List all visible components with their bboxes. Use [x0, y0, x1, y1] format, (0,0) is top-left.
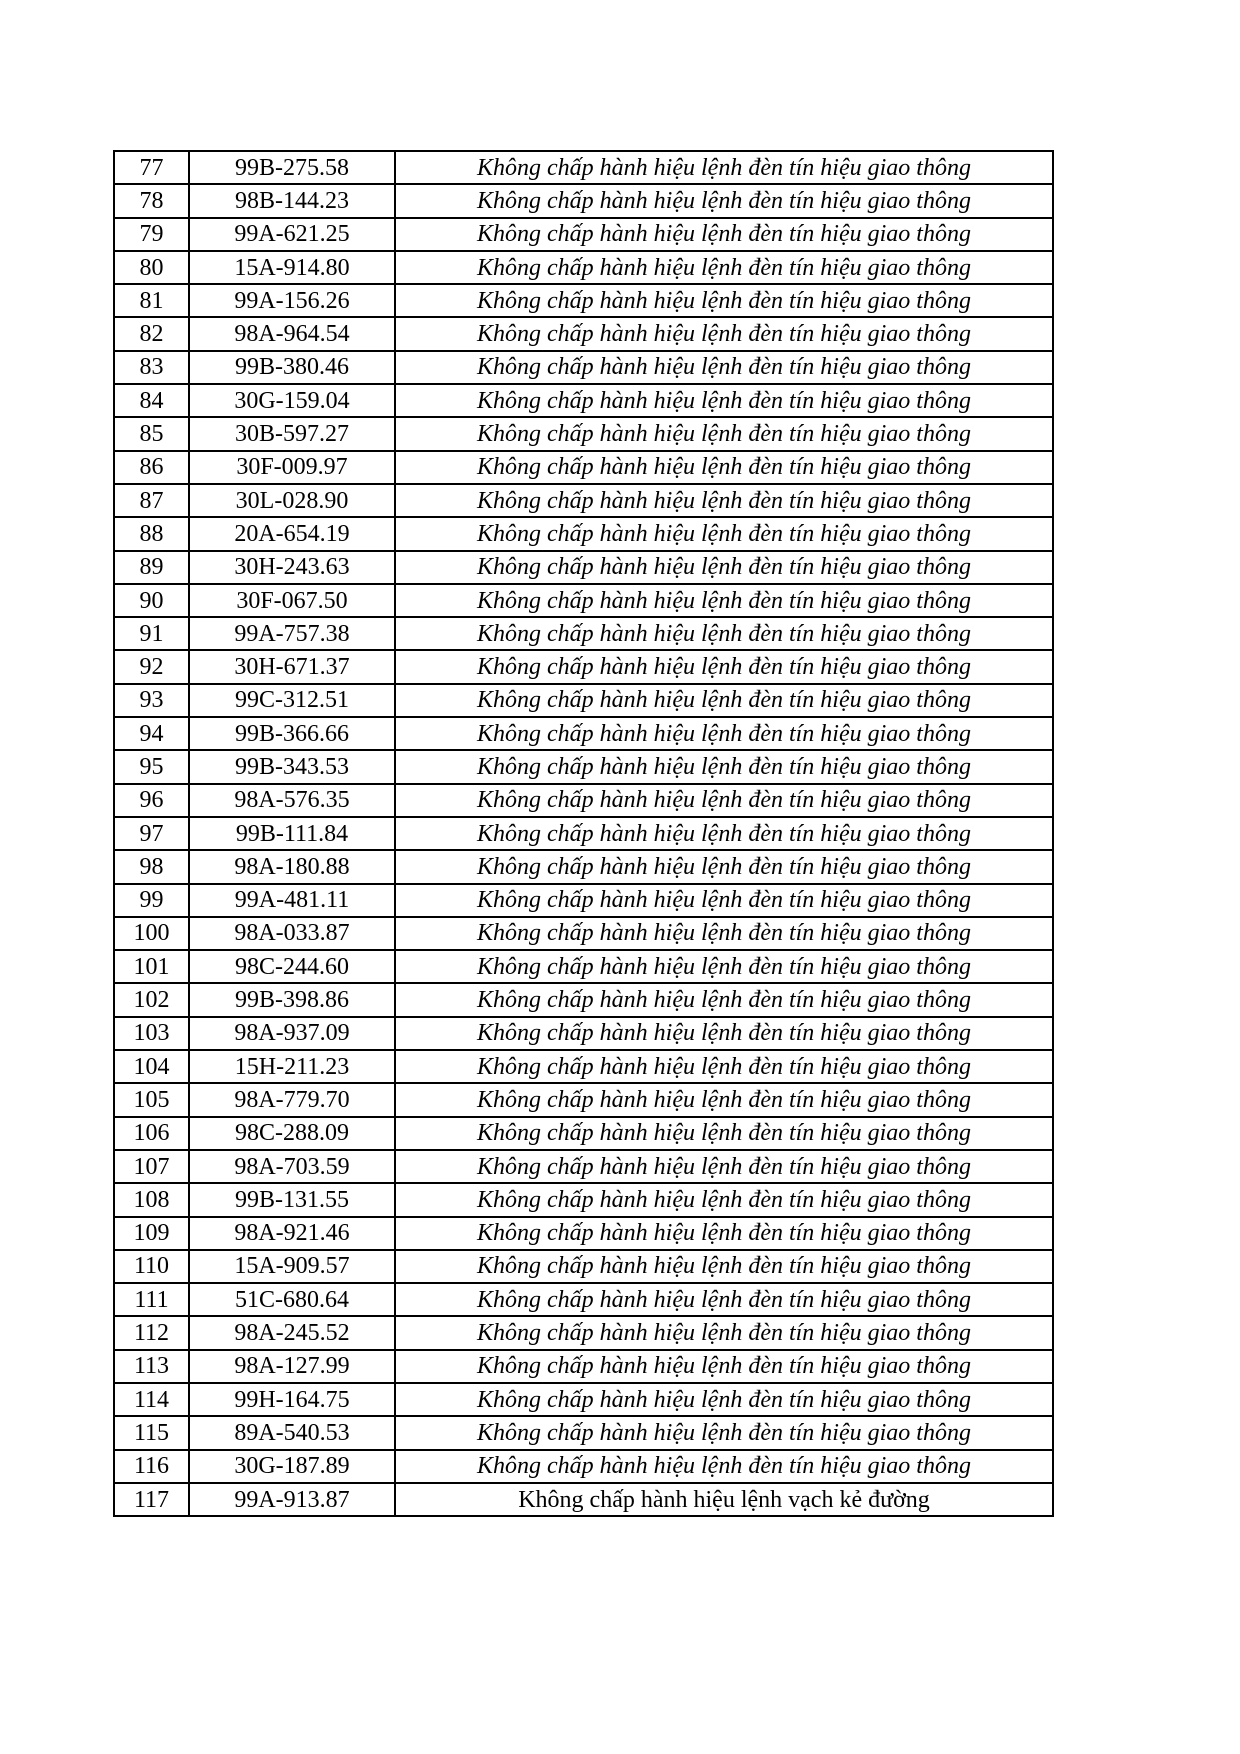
license-plate-cell: 99A-913.87 — [189, 1483, 395, 1516]
license-plate-cell: 98A-703.59 — [189, 1150, 395, 1183]
violation-description-cell: Không chấp hành hiệu lệnh đèn tín hiệu giao thông — [395, 884, 1053, 917]
row-number-cell: 98 — [114, 850, 189, 883]
violation-description-cell: Không chấp hành hiệu lệnh đèn tín hiệu giao thông — [395, 151, 1053, 184]
violation-description-cell: Không chấp hành hiệu lệnh đèn tín hiệu giao thông — [395, 750, 1053, 783]
license-plate-cell: 99B-111.84 — [189, 817, 395, 850]
license-plate-cell: 99A-757.38 — [189, 617, 395, 650]
violations-table — [113, 150, 1054, 1517]
row-number-cell: 111 — [114, 1283, 189, 1316]
table-row — [114, 218, 1053, 251]
violation-description-cell: Không chấp hành hiệu lệnh đèn tín hiệu giao thông — [395, 983, 1053, 1016]
license-plate-cell: 30H-671.37 — [189, 650, 395, 683]
violation-description-cell: Không chấp hành hiệu lệnh đèn tín hiệu giao thông — [395, 1383, 1053, 1416]
table-row — [114, 884, 1053, 917]
row-number-cell: 94 — [114, 717, 189, 750]
row-number-cell: 92 — [114, 650, 189, 683]
row-number-cell: 97 — [114, 817, 189, 850]
row-number-cell: 99 — [114, 884, 189, 917]
license-plate-cell: 98C-244.60 — [189, 950, 395, 983]
row-number-cell: 110 — [114, 1250, 189, 1283]
violation-description-cell: Không chấp hành hiệu lệnh đèn tín hiệu giao thông — [395, 650, 1053, 683]
row-number-cell: 109 — [114, 1217, 189, 1250]
license-plate-cell: 99B-380.46 — [189, 351, 395, 384]
violation-description-cell: Không chấp hành hiệu lệnh đèn tín hiệu giao thông — [395, 1083, 1053, 1116]
license-plate-cell: 98A-245.52 — [189, 1316, 395, 1349]
table-row — [114, 1083, 1053, 1116]
license-plate-cell: 30G-159.04 — [189, 384, 395, 417]
row-number-cell: 113 — [114, 1350, 189, 1383]
license-plate-cell: 98A-937.09 — [189, 1017, 395, 1050]
license-plate-cell: 98A-921.46 — [189, 1217, 395, 1250]
row-number-cell: 80 — [114, 251, 189, 284]
table-row — [114, 750, 1053, 783]
table-row — [114, 1150, 1053, 1183]
violation-description-cell: Không chấp hành hiệu lệnh đèn tín hiệu giao thông — [395, 717, 1053, 750]
license-plate-cell: 99A-156.26 — [189, 284, 395, 317]
license-plate-cell: 99A-621.25 — [189, 218, 395, 251]
violation-description-cell: Không chấp hành hiệu lệnh đèn tín hiệu giao thông — [395, 950, 1053, 983]
table-row — [114, 384, 1053, 417]
row-number-cell: 79 — [114, 218, 189, 251]
table-row — [114, 184, 1053, 217]
row-number-cell: 91 — [114, 617, 189, 650]
table-row — [114, 1117, 1053, 1150]
license-plate-cell: 30F-067.50 — [189, 584, 395, 617]
license-plate-cell: 99B-398.86 — [189, 983, 395, 1016]
license-plate-cell: 15H-211.23 — [189, 1050, 395, 1083]
row-number-cell: 116 — [114, 1450, 189, 1483]
table-row — [114, 284, 1053, 317]
row-number-cell: 103 — [114, 1017, 189, 1050]
table-row — [114, 351, 1053, 384]
violation-description-cell: Không chấp hành hiệu lệnh đèn tín hiệu giao thông — [395, 917, 1053, 950]
row-number-cell: 83 — [114, 351, 189, 384]
row-number-cell: 102 — [114, 983, 189, 1016]
table-row — [114, 617, 1053, 650]
table-row — [114, 1250, 1053, 1283]
violation-description-cell: Không chấp hành hiệu lệnh vạch kẻ đường — [395, 1483, 1053, 1516]
license-plate-cell: 98C-288.09 — [189, 1117, 395, 1150]
row-number-cell: 82 — [114, 317, 189, 350]
row-number-cell: 112 — [114, 1316, 189, 1349]
violation-description-cell: Không chấp hành hiệu lệnh đèn tín hiệu giao thông — [395, 184, 1053, 217]
table-row — [114, 817, 1053, 850]
table-row — [114, 983, 1053, 1016]
table-row — [114, 1316, 1053, 1349]
table-row — [114, 484, 1053, 517]
violation-description-cell: Không chấp hành hiệu lệnh đèn tín hiệu giao thông — [395, 817, 1053, 850]
row-number-cell: 93 — [114, 684, 189, 717]
violation-description-cell: Không chấp hành hiệu lệnh đèn tín hiệu giao thông — [395, 517, 1053, 550]
license-plate-cell: 98A-033.87 — [189, 917, 395, 950]
row-number-cell: 108 — [114, 1183, 189, 1216]
license-plate-cell: 51C-680.64 — [189, 1283, 395, 1316]
table-row — [114, 784, 1053, 817]
table-row — [114, 950, 1053, 983]
row-number-cell: 115 — [114, 1416, 189, 1449]
violation-description-cell: Không chấp hành hiệu lệnh đèn tín hiệu giao thông — [395, 1416, 1053, 1449]
table-row — [114, 1350, 1053, 1383]
row-number-cell: 117 — [114, 1483, 189, 1516]
violation-description-cell: Không chấp hành hiệu lệnh đèn tín hiệu giao thông — [395, 617, 1053, 650]
violation-description-cell: Không chấp hành hiệu lệnh đèn tín hiệu giao thông — [395, 684, 1053, 717]
row-number-cell: 105 — [114, 1083, 189, 1116]
row-number-cell: 87 — [114, 484, 189, 517]
license-plate-cell: 99B-131.55 — [189, 1183, 395, 1216]
license-plate-cell: 99A-481.11 — [189, 884, 395, 917]
license-plate-cell: 99B-343.53 — [189, 750, 395, 783]
violation-description-cell: Không chấp hành hiệu lệnh đèn tín hiệu giao thông — [395, 1050, 1053, 1083]
violation-description-cell: Không chấp hành hiệu lệnh đèn tín hiệu giao thông — [395, 1350, 1053, 1383]
license-plate-cell: 30F-009.97 — [189, 451, 395, 484]
violation-description-cell: Không chấp hành hiệu lệnh đèn tín hiệu giao thông — [395, 417, 1053, 450]
violations-table-body — [114, 151, 1053, 1516]
violation-description-cell: Không chấp hành hiệu lệnh đèn tín hiệu giao thông — [395, 218, 1053, 251]
table-row — [114, 584, 1053, 617]
violation-description-cell: Không chấp hành hiệu lệnh đèn tín hiệu giao thông — [395, 1250, 1053, 1283]
row-number-cell: 106 — [114, 1117, 189, 1150]
document-page — [113, 150, 1052, 1517]
violation-description-cell: Không chấp hành hiệu lệnh đèn tín hiệu giao thông — [395, 850, 1053, 883]
violation-description-cell: Không chấp hành hiệu lệnh đèn tín hiệu giao thông — [395, 317, 1053, 350]
license-plate-cell: 99B-366.66 — [189, 717, 395, 750]
row-number-cell: 90 — [114, 584, 189, 617]
row-number-cell: 84 — [114, 384, 189, 417]
table-row — [114, 1050, 1053, 1083]
violation-description-cell: Không chấp hành hiệu lệnh đèn tín hiệu giao thông — [395, 1017, 1053, 1050]
table-row — [114, 1416, 1053, 1449]
row-number-cell: 114 — [114, 1383, 189, 1416]
violation-description-cell: Không chấp hành hiệu lệnh đèn tín hiệu giao thông — [395, 1283, 1053, 1316]
license-plate-cell: 98A-779.70 — [189, 1083, 395, 1116]
table-row — [114, 1183, 1053, 1216]
row-number-cell: 107 — [114, 1150, 189, 1183]
row-number-cell: 77 — [114, 151, 189, 184]
violation-description-cell: Không chấp hành hiệu lệnh đèn tín hiệu giao thông — [395, 284, 1053, 317]
violation-description-cell: Không chấp hành hiệu lệnh đèn tín hiệu giao thông — [395, 1450, 1053, 1483]
license-plate-cell: 98A-127.99 — [189, 1350, 395, 1383]
table-row — [114, 451, 1053, 484]
row-number-cell: 86 — [114, 451, 189, 484]
row-number-cell: 104 — [114, 1050, 189, 1083]
row-number-cell: 89 — [114, 551, 189, 584]
table-row — [114, 1483, 1053, 1516]
row-number-cell: 85 — [114, 417, 189, 450]
violation-description-cell: Không chấp hành hiệu lệnh đèn tín hiệu giao thông — [395, 1316, 1053, 1349]
license-plate-cell: 20A-654.19 — [189, 517, 395, 550]
license-plate-cell: 99C-312.51 — [189, 684, 395, 717]
violation-description-cell: Không chấp hành hiệu lệnh đèn tín hiệu giao thông — [395, 784, 1053, 817]
row-number-cell: 78 — [114, 184, 189, 217]
table-row — [114, 850, 1053, 883]
violation-description-cell: Không chấp hành hiệu lệnh đèn tín hiệu giao thông — [395, 484, 1053, 517]
license-plate-cell: 99B-275.58 — [189, 151, 395, 184]
license-plate-cell: 99H-164.75 — [189, 1383, 395, 1416]
row-number-cell: 88 — [114, 517, 189, 550]
license-plate-cell: 89A-540.53 — [189, 1416, 395, 1449]
violation-description-cell: Không chấp hành hiệu lệnh đèn tín hiệu giao thông — [395, 1150, 1053, 1183]
table-row — [114, 650, 1053, 683]
license-plate-cell: 30H-243.63 — [189, 551, 395, 584]
table-row — [114, 1283, 1053, 1316]
table-row — [114, 1450, 1053, 1483]
row-number-cell: 95 — [114, 750, 189, 783]
row-number-cell: 101 — [114, 950, 189, 983]
license-plate-cell: 98A-180.88 — [189, 850, 395, 883]
violation-description-cell: Không chấp hành hiệu lệnh đèn tín hiệu giao thông — [395, 251, 1053, 284]
license-plate-cell: 98B-144.23 — [189, 184, 395, 217]
table-row — [114, 251, 1053, 284]
table-row — [114, 517, 1053, 550]
violation-description-cell: Không chấp hành hiệu lệnh đèn tín hiệu giao thông — [395, 1117, 1053, 1150]
violation-description-cell: Không chấp hành hiệu lệnh đèn tín hiệu giao thông — [395, 551, 1053, 584]
violation-description-cell: Không chấp hành hiệu lệnh đèn tín hiệu giao thông — [395, 451, 1053, 484]
license-plate-cell: 98A-964.54 — [189, 317, 395, 350]
table-row — [114, 717, 1053, 750]
table-row — [114, 417, 1053, 450]
row-number-cell: 96 — [114, 784, 189, 817]
license-plate-cell: 15A-914.80 — [189, 251, 395, 284]
table-row — [114, 1217, 1053, 1250]
table-row — [114, 917, 1053, 950]
row-number-cell: 81 — [114, 284, 189, 317]
license-plate-cell: 98A-576.35 — [189, 784, 395, 817]
row-number-cell: 100 — [114, 917, 189, 950]
violation-description-cell: Không chấp hành hiệu lệnh đèn tín hiệu giao thông — [395, 1217, 1053, 1250]
table-row — [114, 1017, 1053, 1050]
violation-description-cell: Không chấp hành hiệu lệnh đèn tín hiệu giao thông — [395, 584, 1053, 617]
table-row — [114, 1383, 1053, 1416]
table-row — [114, 551, 1053, 584]
violation-description-cell: Không chấp hành hiệu lệnh đèn tín hiệu giao thông — [395, 384, 1053, 417]
license-plate-cell: 30G-187.89 — [189, 1450, 395, 1483]
violation-description-cell: Không chấp hành hiệu lệnh đèn tín hiệu giao thông — [395, 1183, 1053, 1216]
violation-description-cell: Không chấp hành hiệu lệnh đèn tín hiệu giao thông — [395, 351, 1053, 384]
table-row — [114, 317, 1053, 350]
license-plate-cell: 30L-028.90 — [189, 484, 395, 517]
license-plate-cell: 15A-909.57 — [189, 1250, 395, 1283]
license-plate-cell: 30B-597.27 — [189, 417, 395, 450]
table-row — [114, 151, 1053, 184]
table-row — [114, 684, 1053, 717]
